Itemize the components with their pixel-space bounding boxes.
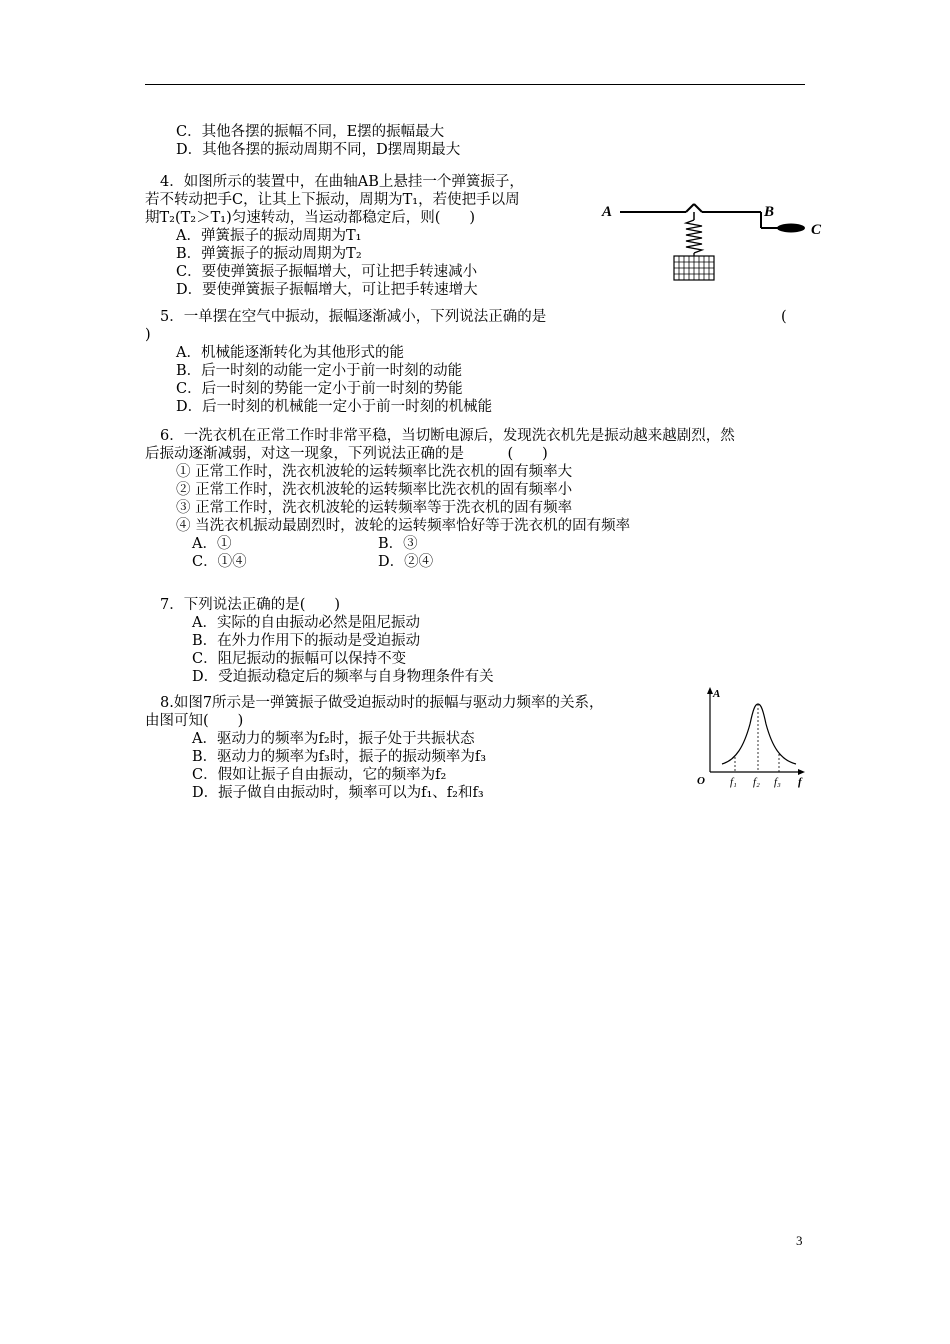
crank-spring-figure — [598, 192, 830, 284]
label-b: B — [764, 204, 775, 220]
q6-option-c: C．①④ — [192, 554, 247, 570]
q4-stem-line3: 期T₂(T₂＞T₁)匀速转动，当运动都稳定后，则( ) — [145, 210, 476, 226]
q4-option-b: B．弹簧振子的振动周期为T₂ — [176, 246, 362, 262]
q7-option-c: C．阻尼振动的振幅可以保持不变 — [192, 651, 407, 667]
q7-option-b: B．在外力作用下的振动是受迫振动 — [192, 633, 421, 649]
q5-option-c: C．后一时刻的势能一定小于前一时刻的势能 — [176, 381, 463, 397]
q7-option-a: A．实际的自由振动必然是阻尼振动 — [192, 615, 420, 631]
q6-statement-1: ① 正常工作时，洗衣机波轮的运转频率比洗衣机的固有频率大 — [176, 464, 573, 480]
label-a: A — [602, 204, 613, 220]
q7-option-d: D．受迫振动稳定后的频率与自身物理条件有关 — [192, 669, 494, 685]
q3-option-c: C．其他各摆的振幅不同，E摆的振幅最大 — [176, 124, 445, 140]
tick-f1: f₁ — [730, 776, 737, 788]
q8-stem-line2: 由图可知( ) — [145, 713, 244, 729]
q4-option-a: A．弹簧振子的振动周期为T₁ — [176, 228, 362, 244]
q8-option-a: A．驱动力的频率为f₂时，振子处于共振状态 — [192, 731, 475, 747]
q5-option-d: D．后一时刻的机械能一定小于前一时刻的机械能 — [176, 399, 493, 415]
q6-stem-line1: 6．一洗衣机在正常工作时非常平稳，当切断电源后，发现洗衣机先是振动越来越剧烈，然 — [160, 428, 735, 444]
axis-y-label: A — [713, 688, 721, 700]
q8-stem-line1: 8.如图7所示是一弹簧振子做受迫振动时的振幅与驱动力频率的关系， — [160, 695, 604, 711]
tick-f2: f₂ — [753, 776, 760, 788]
q7-stem: 7．下列说法正确的是( ) — [160, 597, 341, 613]
label-c: C — [811, 222, 822, 238]
resonance-curve — [722, 704, 796, 764]
q6-option-b: B．③ — [378, 536, 418, 552]
q5-stem-line1: 5．一单摆在空气中振动，振幅逐渐减小，下列说法正确的是 — [160, 309, 547, 325]
q8-option-b: B．驱动力的频率为f₃时，振子的振动频率为f₃ — [192, 749, 487, 765]
q6-option-a: A．① — [192, 536, 232, 552]
axis-x-label: f — [798, 776, 802, 788]
handle-c — [777, 224, 805, 233]
origin-label: O — [697, 775, 705, 787]
q4-stem-line1: 4．如图所示的装置中，在曲轴AB上悬挂一个弹簧振子， — [160, 174, 524, 190]
q6-statement-3: ③ 正常工作时，洗衣机波轮的运转频率等于洗衣机的固有频率 — [176, 500, 573, 516]
q5-option-a: A．机械能逐渐转化为其他形式的能 — [176, 345, 404, 361]
q4-option-d: D．要使弹簧振子振幅增大，可让把手转速增大 — [176, 282, 478, 298]
q4-option-c: C．要使弹簧振子振幅增大，可让把手转速减小 — [176, 264, 478, 280]
spring — [686, 220, 702, 253]
q4-stem-line2: 若不转动把手C，让其上下振动，周期为T₁，若使把手以周 — [145, 192, 520, 208]
q8-option-c: C．假如让振子自由振动，它的频率为f₂ — [192, 767, 447, 783]
q5-paren-open: ( — [781, 309, 787, 325]
q6-stem-line2: 后振动逐渐减弱，对这一现象，下列说法正确的是 ( ) — [145, 446, 548, 462]
page-number: 3 — [796, 1233, 803, 1248]
header-rule — [145, 84, 805, 85]
q5-paren-close: ) — [145, 327, 151, 343]
q6-statement-2: ② 正常工作时，洗衣机波轮的运转频率比洗衣机的固有频率小 — [176, 482, 573, 498]
tick-f3: f₃ — [774, 776, 781, 788]
q8-option-d: D．振子做自由振动时，频率可以为f₁、f₂和f₃ — [192, 785, 484, 801]
resonance-curve-figure — [692, 684, 812, 794]
q6-option-d: D．②④ — [378, 554, 434, 570]
q6-statement-4: ④ 当洗衣机振动最剧烈时，波轮的运转频率恰好等于洗衣机的固有频率 — [176, 518, 631, 534]
q3-option-d: D．其他各摆的振动周期不同，D摆周期最大 — [176, 142, 461, 158]
q5-option-b: B．后一时刻的动能一定小于前一时刻的动能 — [176, 363, 463, 379]
